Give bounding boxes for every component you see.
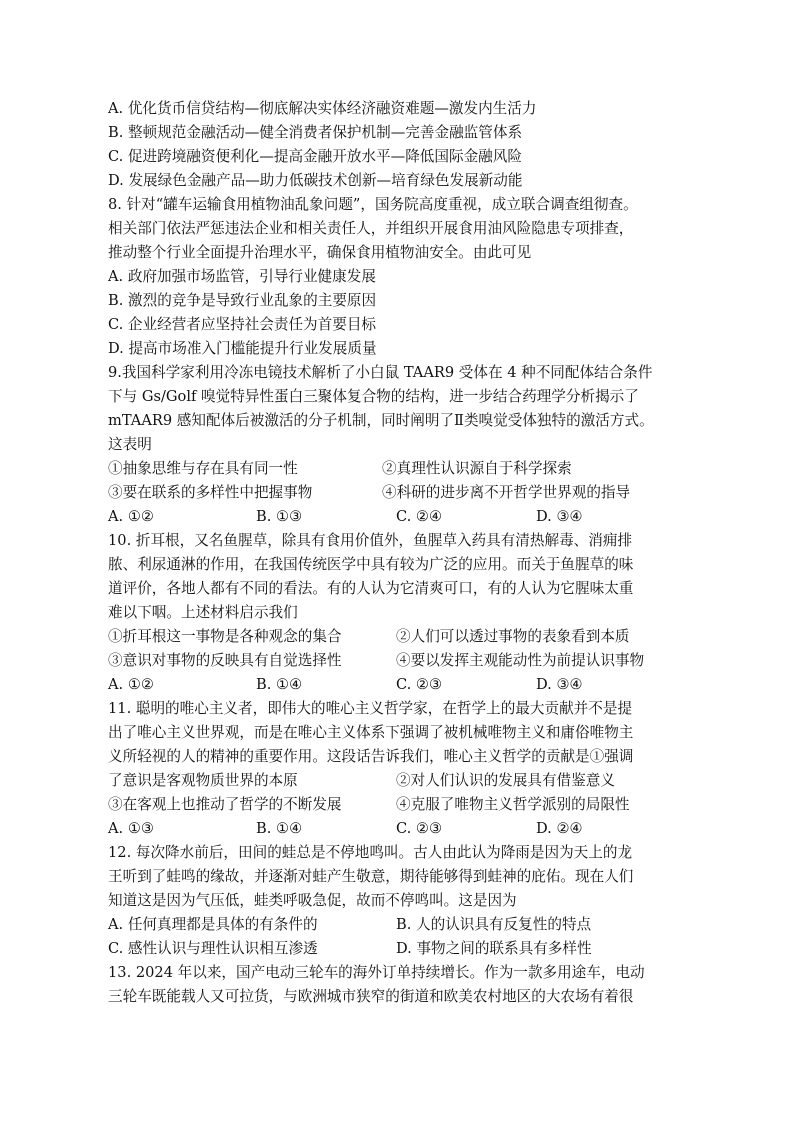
q11-stem-line: 出了唯心主义世界观，而是在唯心主义体系下强调了被机械唯物主义和庸俗唯物主 <box>108 724 634 741</box>
q13-stem-line: 三轮车既能载人又可拉货，与欧洲城市狭窄的街道和欧美农村地区的大农场有着很 <box>108 988 634 1005</box>
q10-stem-line: 脓、利尿通淋的作用，在我国传统医学中具有较为广泛的应用。而关于鱼腥草的味 <box>108 556 634 573</box>
q9-statements-row-1 <box>108 457 698 481</box>
q9-stem-line: 这表明 <box>108 436 152 453</box>
q10-stem-line: 10. 折耳根，又名鱼腥草，除具有食用价值外，鱼腥草入药具有清热解毒、消痈排 <box>108 532 633 549</box>
q7-option-c: C. 促进跨境融资便利化—提高金融开放水平—降低国际金融风险 <box>108 148 522 165</box>
q10-statements-row-1 <box>108 625 698 649</box>
q11-option-c: C. ②③ <box>396 820 443 837</box>
q9-statement-3: ③要在联系的多样性中把握事物 <box>108 484 313 501</box>
q10-statements-row-2 <box>108 649 698 673</box>
exam-page <box>108 97 698 1009</box>
q11-statements-row-2 <box>108 793 698 817</box>
q10-option-a: A. ①② <box>108 676 154 693</box>
q10-statement-3: ③意识对事物的反映具有自觉选择性 <box>108 652 342 669</box>
q8-stem-line: 推动整个行业全面提升治理水平，确保食用植物油安全。由此可见 <box>108 244 532 261</box>
q10-stem-line: 难以下咽。上述材料启示我们 <box>108 604 298 621</box>
q10-options <box>108 673 698 697</box>
q8-stem-line: 8. 针对“罐车运输食用植物油乱象问题”，国务院高度重视，成立联合调查组彻查。 <box>108 196 638 213</box>
q10-option-c: C. ②③ <box>396 676 443 693</box>
q10-statement-2: ②人们可以透过事物的表象看到本质 <box>396 628 630 645</box>
q11-statement-3: ③在客观上也推动了哲学的不断发展 <box>108 796 342 813</box>
q11-stem-line: 11. 聪明的唯心主义者，即伟大的唯心主义哲学家，在哲学上的最大贡献并不是提 <box>108 700 633 717</box>
q8-option-a: A. 政府加强市场监管，引导行业健康发展 <box>108 268 376 285</box>
q9-option-d: D. ③④ <box>536 508 583 525</box>
q9-stem-line: 9.我国科学家利用冷冻电镜技术解析了小白鼠 TAAR9 受体在 4 种不同配体结合条件 <box>108 364 653 381</box>
q12-options-row-1 <box>108 913 698 937</box>
q10-statement-4: ④要以发挥主观能动性为前提认识事物 <box>396 652 645 669</box>
q10-option-d: D. ③④ <box>536 676 583 693</box>
q12-stem-line: 知道这是因为气压低，蛙类呼吸急促，故而不停鸣叫。这是因为 <box>108 892 517 909</box>
q12-stem-line: 王听到了蛙鸣的缘故，并逐渐对蛙产生敬意，期待能够得到蛙神的庇佑。现在人们 <box>108 868 634 885</box>
q11-option-d: D. ②④ <box>536 820 583 837</box>
q10-statement-1: ①折耳根这一事物是各种观念的集合 <box>108 628 342 645</box>
q10-stem-line: 道评价，各地人都有不同的看法。有的人认为它清爽可口，有的人认为它腥味太重 <box>108 580 634 597</box>
q8-option-b: B. 激烈的竞争是导致行业乱象的主要原因 <box>108 292 377 309</box>
q7-option-d: D. 发展绿色金融产品—助力低碳技术创新—培育绿色发展新动能 <box>108 172 523 189</box>
q11-statement-4: ④克服了唯物主义哲学派别的局限性 <box>396 796 630 813</box>
q9-statements-row-2 <box>108 481 698 505</box>
q11-option-b: B. ①④ <box>256 820 303 837</box>
q13-stem-line: 13. 2024 年以来，国产电动三轮车的海外订单持续增长。作为一款多用途车，电动 <box>108 964 645 981</box>
q7-option-a: A. 优化货币信贷结构—彻底解决实体经济融资难题—激发内生活力 <box>108 100 537 117</box>
q12-option-b: B. 人的认识具有反复性的特点 <box>396 916 592 933</box>
q9-option-b: B. ①③ <box>256 508 303 525</box>
q11-statement-1: 了意识是客观物质世界的本原 <box>108 772 298 789</box>
q12-option-c: C. 感性认识与理性认识相互渗透 <box>108 940 318 957</box>
q11-option-a: A. ①③ <box>108 820 154 837</box>
q9-option-c: C. ②④ <box>396 508 443 525</box>
q7-option-b: B. 整顿规范金融活动—健全消费者保护机制—完善金融监管体系 <box>108 124 523 141</box>
q8-option-c: C. 企业经营者应坚持社会责任为首要目标 <box>108 316 377 333</box>
q8-stem-line: 相关部门依法严惩违法企业和相关责任人，并组织开展食用油风险隐患专项排查， <box>108 220 634 237</box>
q9-stem-line: 下与 Gs/Golf 嗅觉特异性蛋白三聚体复合物的结构，进一步结合药理学分析揭示了 <box>108 388 639 405</box>
q9-statement-2: ②真理性认识源自于科学探索 <box>382 460 572 477</box>
q11-statement-2: ②对人们认识的发展具有借鉴意义 <box>396 772 615 789</box>
q9-statement-1: ①抽象思维与存在具有同一性 <box>108 460 298 477</box>
q12-stem-line: 12. 每次降水前后，田间的蛙总是不停地鸣叫。古人由此认为降雨是因为天上的龙 <box>108 844 633 861</box>
q9-statement-4: ④科研的进步离不开哲学世界观的指导 <box>382 484 631 501</box>
q9-options <box>108 505 698 529</box>
q12-option-d: D. 事物之间的联系具有多样性 <box>396 940 592 957</box>
q10-option-b: B. ①④ <box>256 676 303 693</box>
q11-options <box>108 817 698 841</box>
q9-stem-line: mTAAR9 感知配体后被激活的分子机制，同时阐明了Ⅱ类嗅觉受体独特的激活方式。 <box>108 412 654 429</box>
q11-stem-line: 义所轻视的人的精神的重要作用。这段话告诉我们，唯心主义哲学的贡献是①强调 <box>108 748 634 765</box>
q12-option-a: A. 任何真理都是具体的有条件的 <box>108 916 318 933</box>
q8-option-d: D. 提高市场准入门槛能提升行业发展质量 <box>108 340 377 357</box>
q12-options-row-2 <box>108 937 698 961</box>
q9-option-a: A. ①② <box>108 508 154 525</box>
q11-statements-row-1 <box>108 769 698 793</box>
